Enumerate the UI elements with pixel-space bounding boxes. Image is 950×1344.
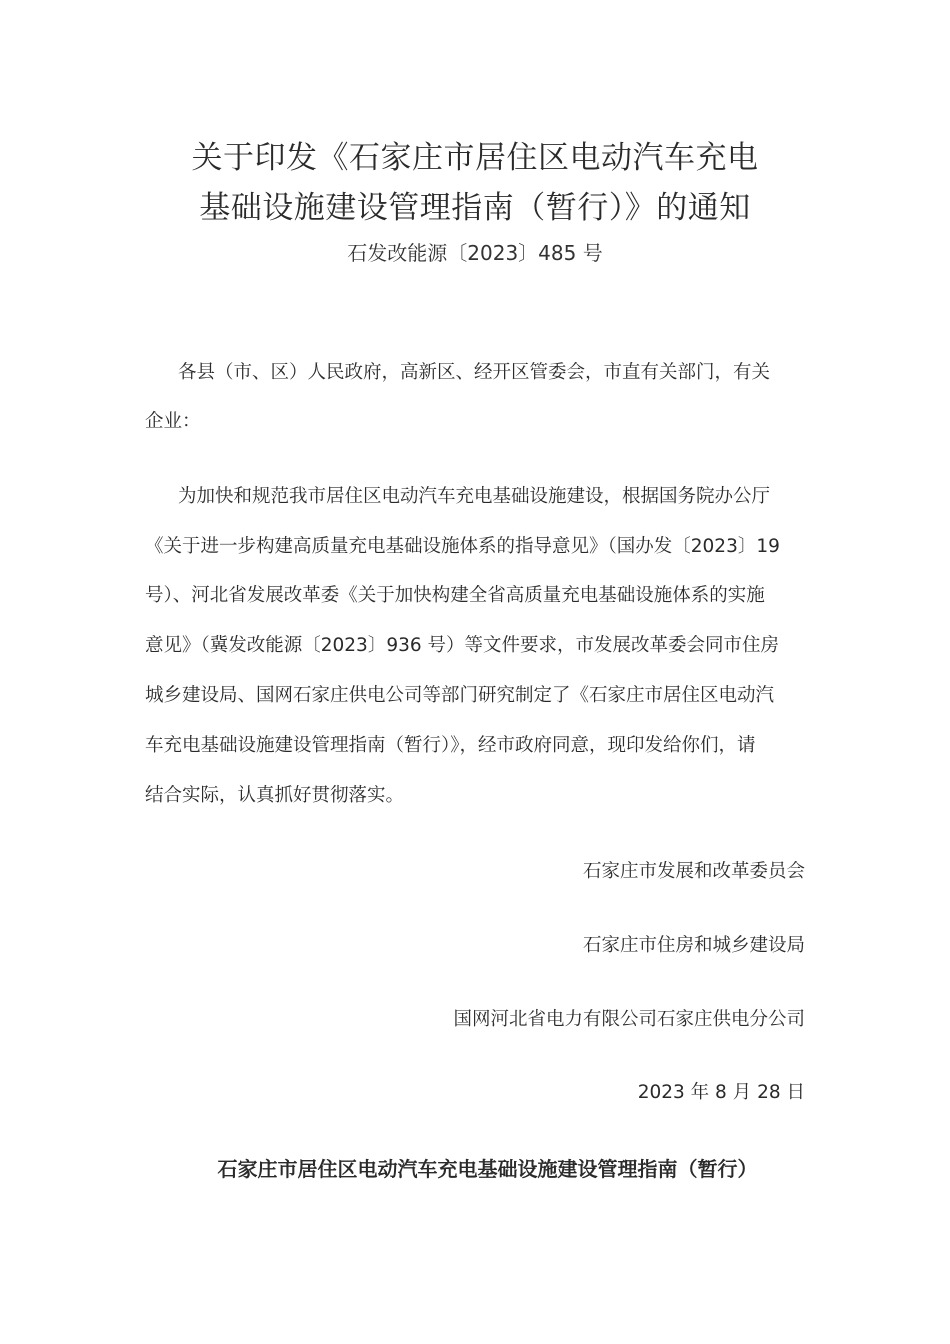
body-line: 《关于进一步构建高质量充电基础设施体系的指导意见》（国办发〔2023〕19 [145, 536, 780, 557]
signatory-development-reform-commission: 石家庄市发展和改革委员会 [582, 861, 805, 882]
body-line: 为加快和规范我市居住区电动汽车充电基础设施建设，根据国务院办公厅 [178, 486, 771, 507]
document-title-line-2: 基础设施建设管理指南（暂行）》的通知 [199, 190, 751, 226]
document-number: 石发改能源〔2023〕485 号 [347, 241, 603, 265]
body-line: 意见》（冀发改能源〔2023〕936 号）等文件要求，市发展改革委会同市住房 [145, 635, 780, 656]
signatory-housing-urban-rural-bureau: 石家庄市住房和城乡建设局 [582, 935, 805, 956]
document-date: 2023 年 8 月 28 日 [637, 1082, 805, 1103]
guide-section-title: 石家庄市居住区电动汽车充电基础设施建设管理指南（暂行） [217, 1157, 758, 1181]
document-title-line-1: 关于印发《石家庄市居住区电动汽车充电 [191, 140, 759, 176]
salutation-line-2: 企业： [145, 411, 201, 432]
salutation-line-1: 各县（市、区）人民政府，高新区、经开区管委会，市直有关部门，有关 [178, 362, 771, 383]
signatory-state-grid-branch: 国网河北省电力有限公司石家庄供电分公司 [453, 1009, 805, 1030]
body-line: 结合实际，认真抓好贯彻落实。 [145, 785, 405, 806]
body-line: 号）、河北省发展改革委《关于加快构建全省高质量充电基础设施体系的实施 [145, 585, 765, 606]
body-line: 车充电基础设施建设管理指南（暂行）》，经市政府同意，现印发给你们，请 [145, 735, 756, 756]
body-line: 城乡建设局、国网石家庄供电公司等部门研究制定了《石家庄市居住区电动汽 [145, 685, 775, 706]
